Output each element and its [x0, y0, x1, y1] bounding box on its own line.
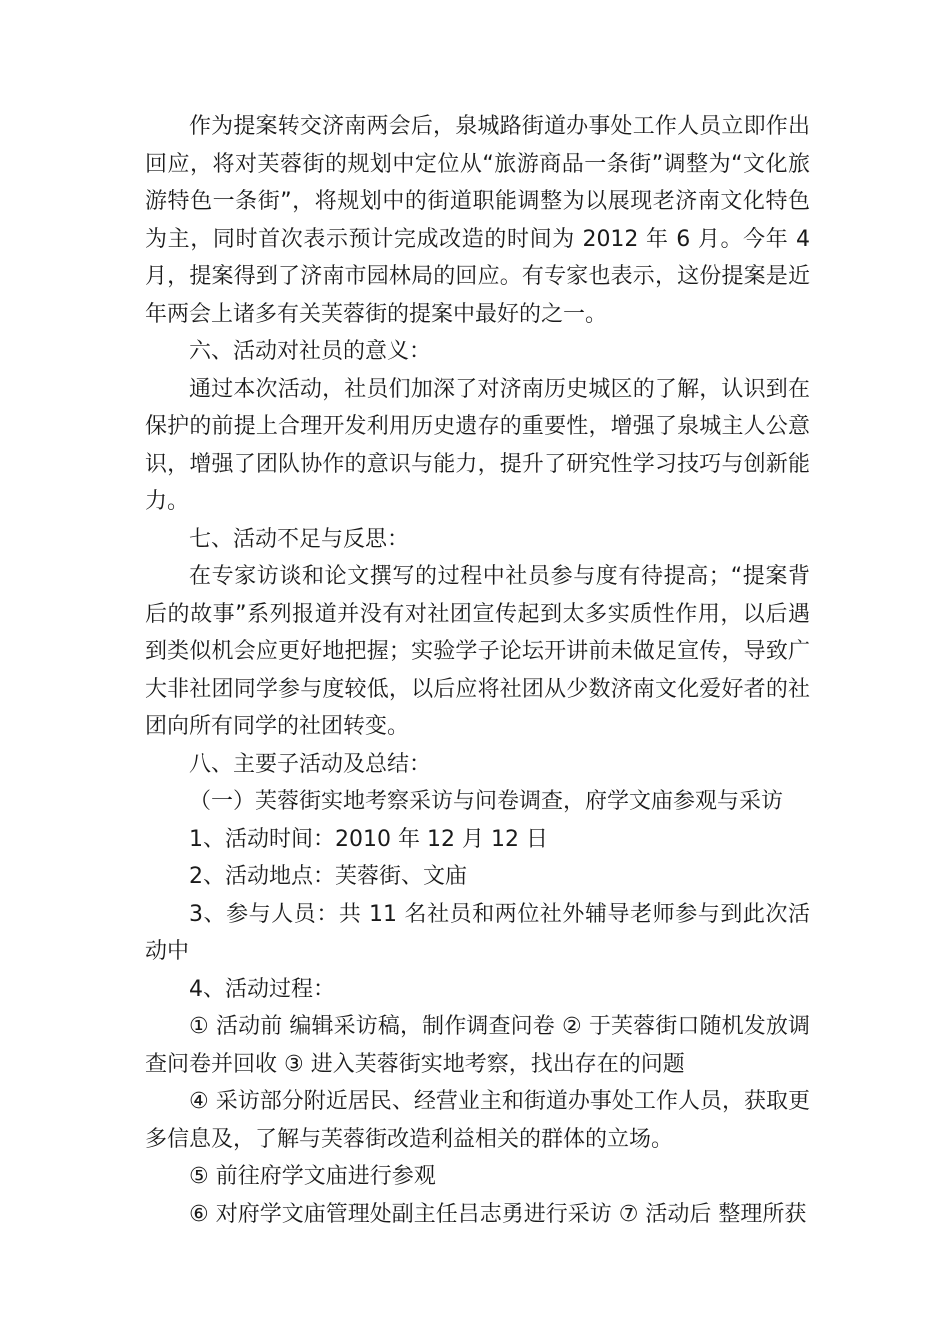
paragraph-significance: 通过本次活动，社员们加深了对济南历史城区的了解，认识到在保护的前提上合理开发利用历史遗存的重要性，增强了泉城主人公意识，增强了团队协作的意识与能力，提升了研究性学习技巧与创新能力。	[145, 376, 810, 514]
heading-reflection: 七、活动不足与反思：	[189, 526, 410, 552]
activity-time: 1、活动时间：2010 年 12 月 12 日	[189, 826, 548, 852]
activity-step-5: ⑤ 前往府学文庙进行参观	[189, 1164, 436, 1189]
activity-step-6-7: ⑥ 对府学文庙管理处副主任吕志勇进行采访 ⑦ 活动后 整理所获	[189, 1201, 807, 1227]
paragraph-proposal-response: 作为提案转交济南两会后，泉城路街道办事处工作人员立即作出回应，将对芙蓉街的规划中定位从“旅游商品一条街”调整为“文化旅游特色一条街”，将规划中的街道职能调整为以展现老济南文化特色为主，同时首次表示预计完成改造的时间为 2012 年 6 月。今年 4 月，提案得到了济南市园林局的回应。有专家也表示，这份提案是近年两会上诸多有关芙蓉街的提案中最好的之一。	[145, 114, 810, 327]
activity-step-4: ④ 采访部分附近居民、经营业主和街道办事处工作人员，获取更多信息及，了解与芙蓉街改造利益相关的群体的立场。	[145, 1089, 810, 1152]
heading-significance: 六、活动对社员的意义：	[189, 339, 432, 364]
activity-process-heading: 4、活动过程：	[189, 976, 335, 1002]
subheading-activity-one: （一）芙蓉街实地考察采访与问卷调查，府学文庙参观与采访	[189, 789, 784, 814]
activity-participants: 3、参与人员：共 11 名社员和两位社外辅导老师参与到此次活动中	[145, 901, 810, 964]
activity-step-1-3: ① 活动前 编辑采访稿，制作调查问卷 ② 于芙蓉街口随机发放调查问卷并回收 ③ 进入芙蓉街实地考察，找出存在的问题	[145, 1014, 810, 1077]
paragraph-reflection: 在专家访谈和论文撰写的过程中社员参与度有待提高；“提案背后的故事”系列报道并没有对社团宣传起到太多实质性作用，以后遇到类似机会应更好地把握；实验学子论坛开讲前未做足宣传，导致广大非社团同学参与度较低，以后应将社团从少数济南文化爱好者的社团向所有同学的社团转变。	[145, 564, 810, 739]
heading-sub-activities: 八、主要子活动及总结：	[189, 751, 432, 777]
document-body	[145, 108, 810, 1233]
activity-location: 2、活动地点：芙蓉街、文庙	[189, 864, 467, 889]
